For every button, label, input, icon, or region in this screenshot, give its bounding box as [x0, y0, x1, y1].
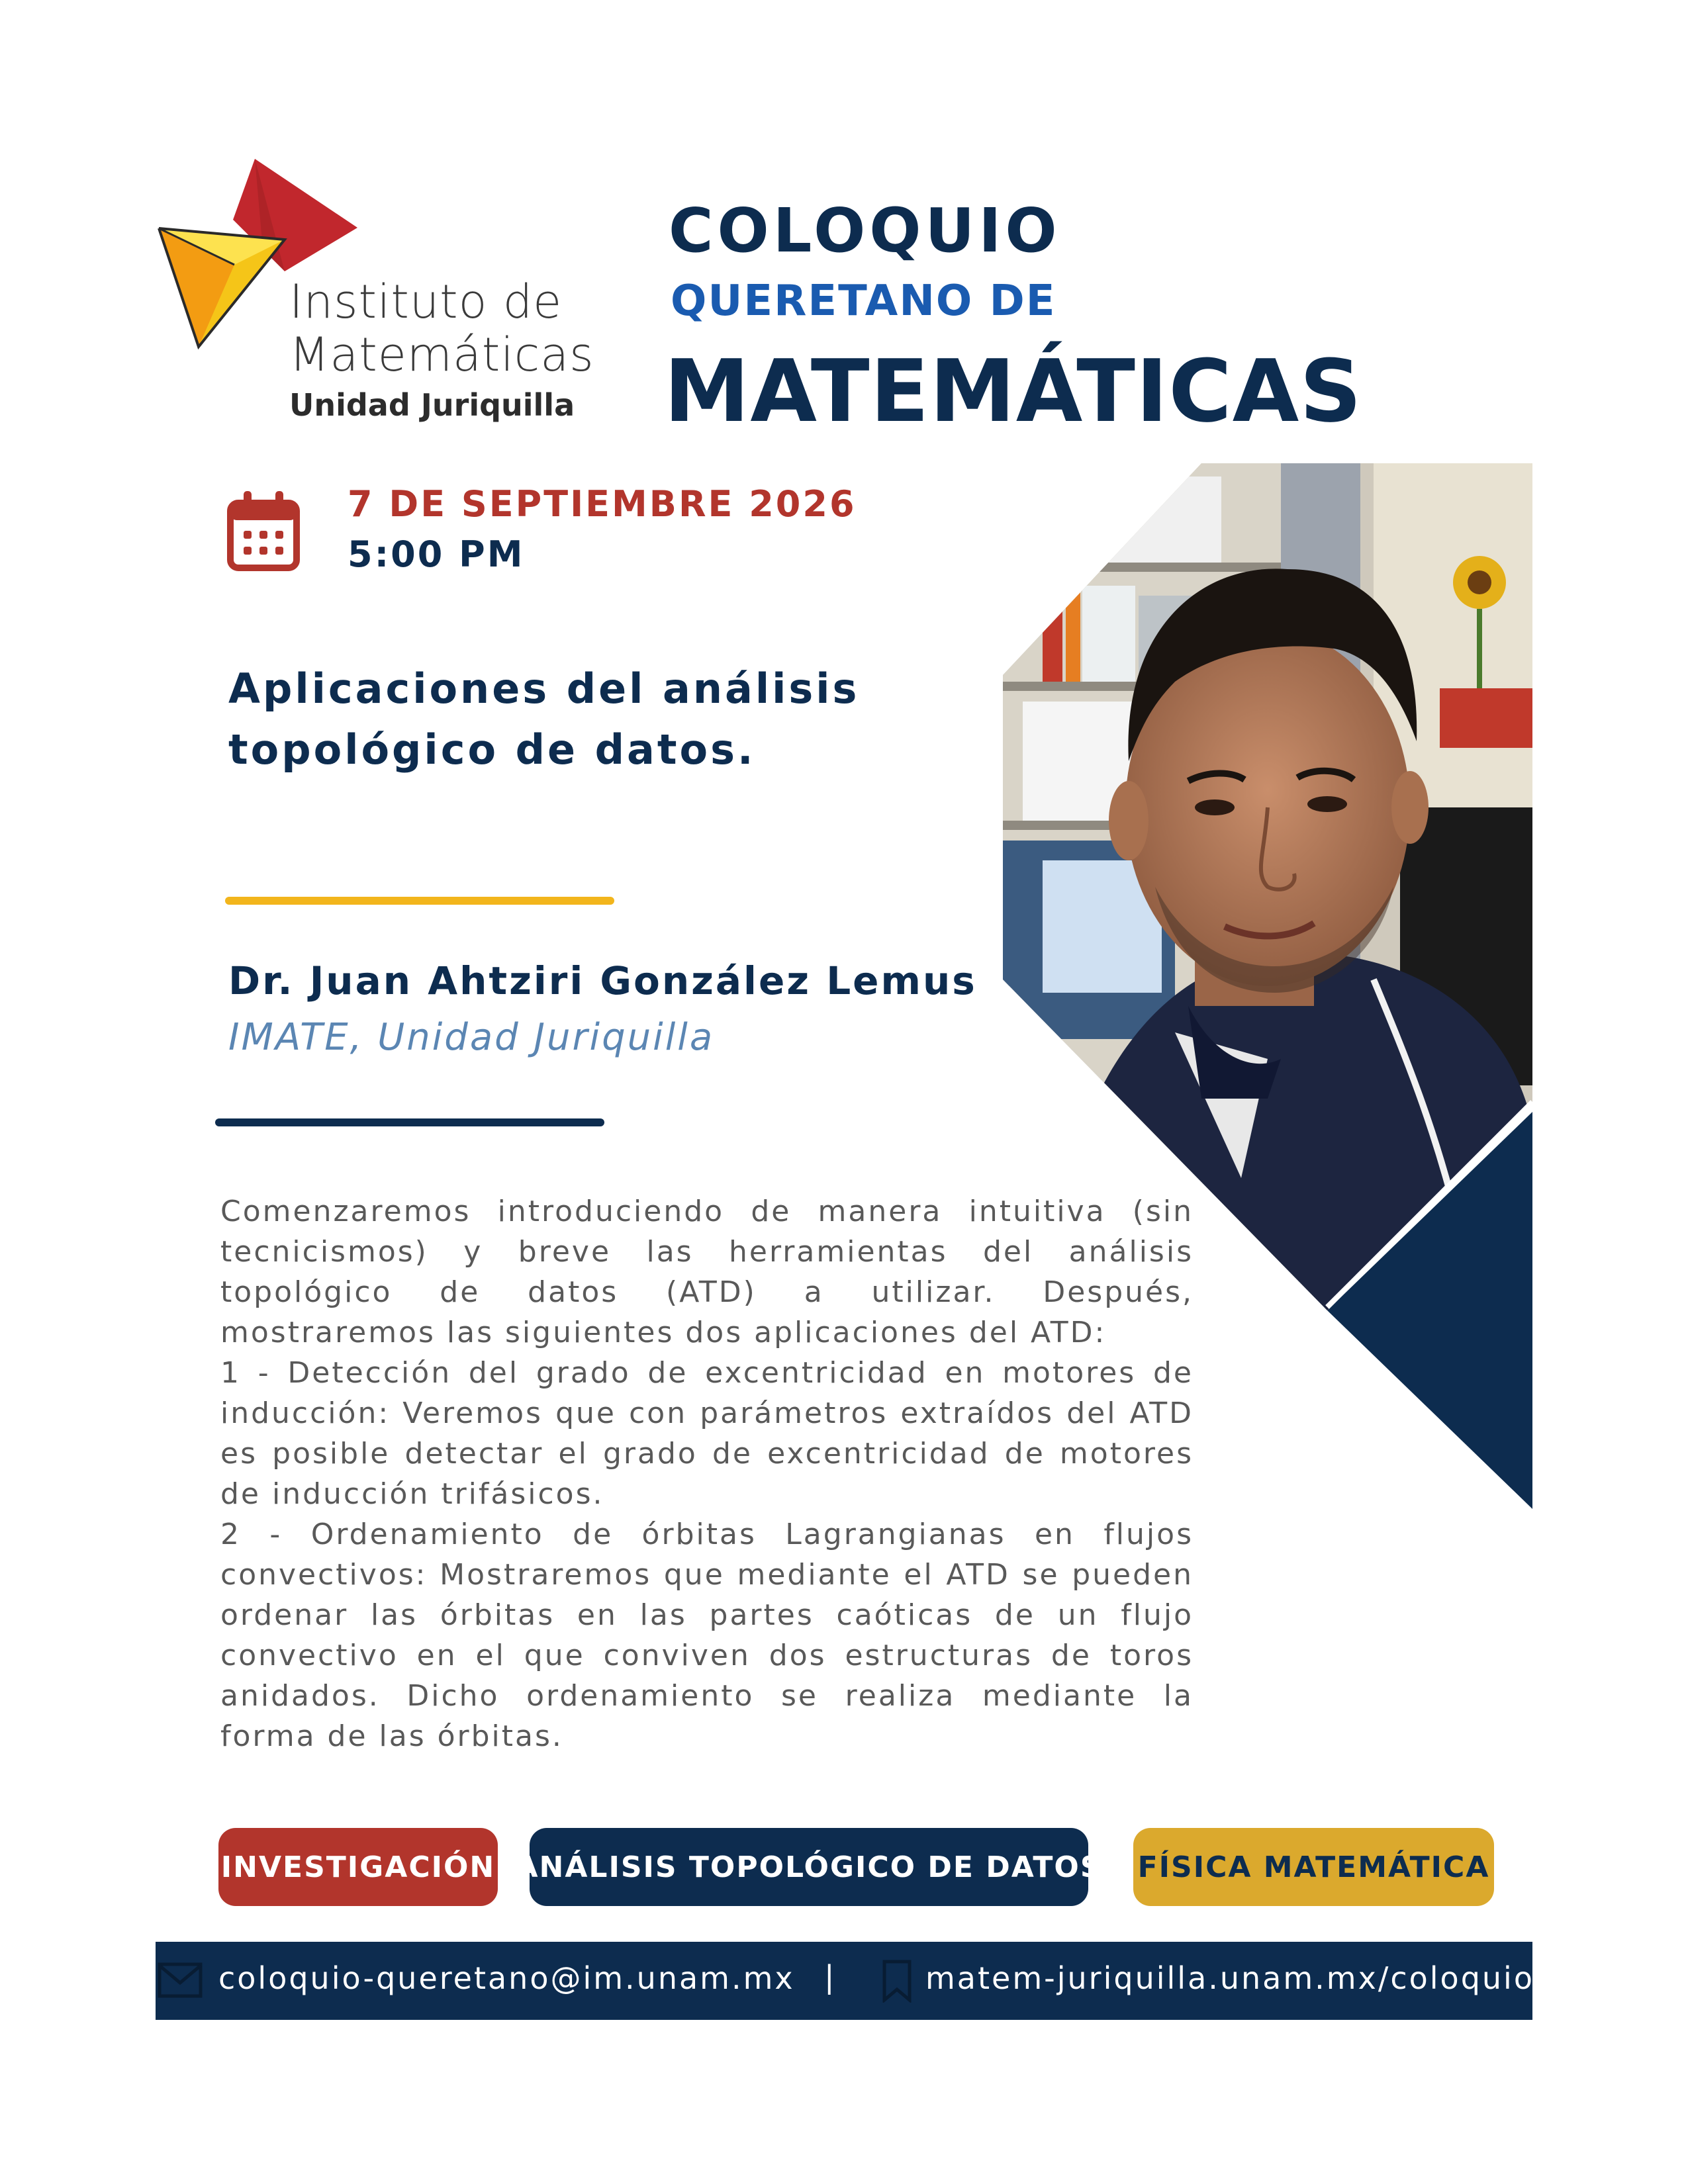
- footer-separator: |: [824, 1959, 835, 1995]
- navy-divider: [215, 1118, 604, 1126]
- tag-analisis-topologico[interactable]: ANÁLISIS TOPOLÓGICO DE DATOS: [530, 1828, 1088, 1906]
- logo-text-line2: Matemáticas: [289, 328, 594, 382]
- contact-email[interactable]: coloquio-queretano@im.unam.mx: [218, 1960, 795, 1996]
- tag-investigacion[interactable]: INVESTIGACIÓN: [218, 1828, 498, 1906]
- title-coloquio: COLOQUIO: [669, 195, 1061, 266]
- logo-text-line3: Unidad Juriquilla: [289, 387, 575, 423]
- abstract-paragraph-application-1: 1 - Detección del grado de excentricidad en motores de inducción: Veremos que con parámetros extraídos del ATD es posible detectar el grado de excentricidad de motores de inducción trifásicos.: [220, 1356, 1194, 1511]
- bookmark-icon: [880, 1959, 914, 2003]
- speaker-name: Dr. Juan Ahtziri González Lemus: [228, 958, 977, 1003]
- website-link[interactable]: matem-juriquilla.unam.mx/coloquio: [925, 1960, 1534, 1996]
- logo-text-line1: Instituto de: [289, 275, 563, 329]
- abstract-paragraph-application-2: 2 - Ordenamiento de órbitas Lagrangianas en flujos convectivos: Mostraremos que mediante el ATD se pueden ordenar las órbitas en las partes caóticas de un flujo convectivo en el que conviven dos estructuras de toros anidados. Dicho ordenamiento se realiza mediante la forma de las órbitas.: [220, 1518, 1194, 1753]
- yellow-divider: [225, 897, 614, 905]
- talk-title: Aplicaciones del análisis topológico de datos.: [228, 664, 860, 774]
- abstract-paragraph-intro: Comenzaremos introduciendo de manera intuitiva (sin tecnicismos) y breve las herramientas del análisis topológico de datos (ATD) a utilizar. Después, mostraremos las siguientes dos aplicaciones del ATD:: [220, 1195, 1194, 1349]
- speaker-photo: [1003, 463, 1532, 1509]
- title-queretano: QUERETANO DE: [671, 277, 1056, 326]
- mail-icon: [157, 1960, 203, 2000]
- event-time: 5:00 PM: [348, 533, 525, 575]
- event-date: 7 DE SEPTIEMBRE 2026: [348, 483, 857, 525]
- speaker-affiliation: IMATE, Unidad Juriquilla: [228, 1016, 715, 1059]
- tag-fisica-matematica[interactable]: FÍSICA MATEMÁTICA: [1133, 1828, 1494, 1906]
- title-matematicas: MATEMÁTICAS: [664, 341, 1362, 441]
- calendar-icon: [226, 490, 301, 572]
